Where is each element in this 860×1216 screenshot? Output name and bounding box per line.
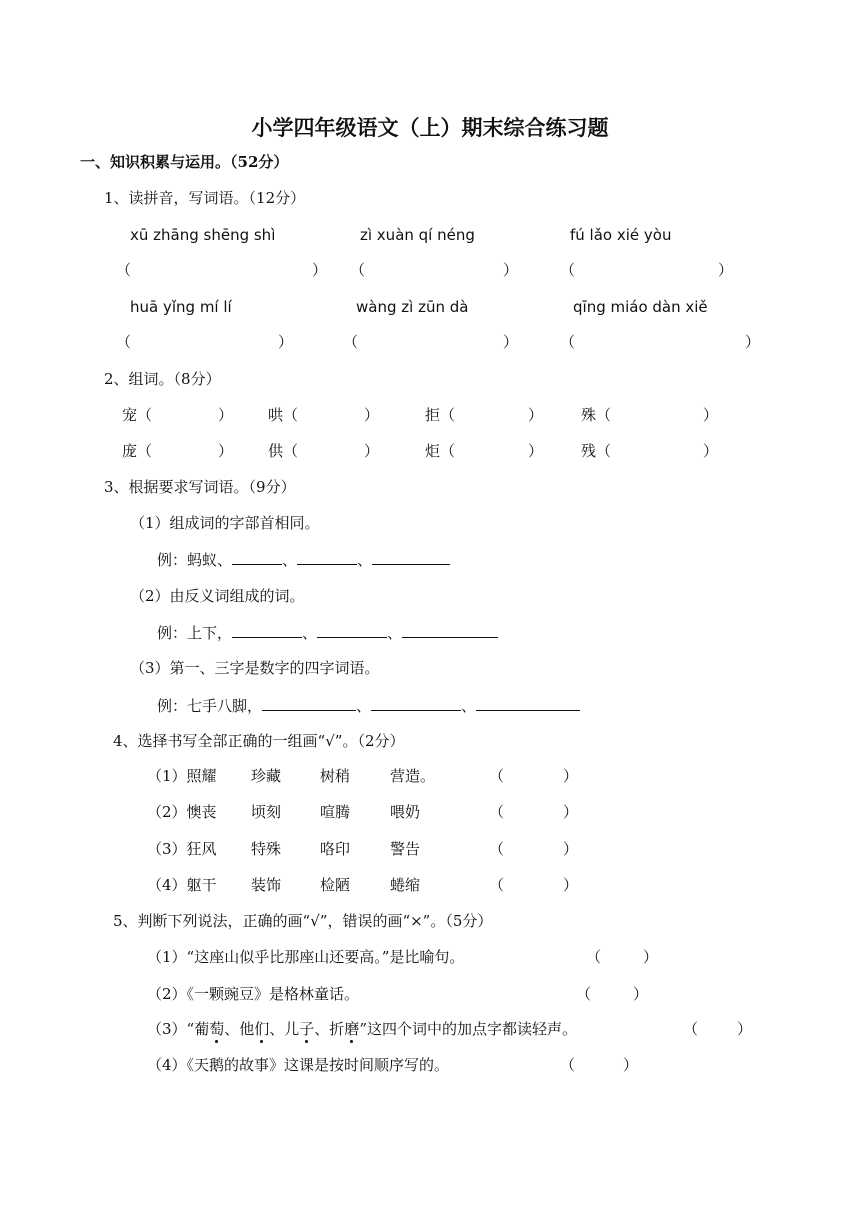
answer-blank[interactable] — [402, 625, 498, 638]
q5-statement-4: （4）《天鹅的故事》这课是按时间顺序写的。 — [147, 1056, 450, 1074]
char-close: ） — [528, 406, 544, 424]
statement-text: ”这四个词中的加点字都读轻声。 — [359, 1020, 577, 1038]
answer-paren-open: （ — [489, 767, 505, 785]
q4-word: 蜷缩 — [390, 876, 421, 894]
answer-blank[interactable] — [371, 698, 461, 711]
separator: 、 — [387, 624, 403, 642]
q3-example2 — [157, 625, 498, 641]
statement-text: 、折 — [314, 1020, 345, 1038]
answer-blank[interactable] — [297, 552, 357, 565]
answer-paren-open: （ — [683, 1020, 699, 1038]
q3-part2: （2）由反义词组成的词。 — [130, 587, 305, 605]
char-item: 宠（ — [122, 406, 153, 424]
q5-statement-1: （1）“这座山似乎比那座山还要高。”是比喻句。 — [147, 948, 465, 966]
char-close: ） — [364, 442, 380, 460]
q2-heading: 2、组词。（8分） — [104, 370, 221, 388]
answer-paren-close: ） — [623, 1056, 639, 1074]
char-close: ） — [703, 442, 719, 460]
char-item: 供（ — [268, 442, 299, 460]
answer-paren-open: （ — [560, 1056, 576, 1074]
example-text: 例：上下， — [157, 624, 233, 642]
char-close: ） — [528, 442, 544, 460]
q4-word: 装饰 — [251, 876, 282, 894]
q4-word: 特殊 — [251, 840, 282, 858]
answer-blank[interactable] — [232, 625, 302, 638]
answer-blank[interactable] — [317, 625, 387, 638]
answer-paren-open: （ — [576, 985, 592, 1003]
pinyin-1: xū zhāng shēng shì — [130, 226, 276, 244]
answer-paren-close: ） — [563, 767, 579, 785]
answer-paren-open: （ — [489, 876, 505, 894]
answer-blank[interactable] — [476, 698, 580, 711]
q4-option-4: （4）躯干 — [147, 876, 217, 894]
example-text: 例：蚂蚁、 — [157, 551, 233, 569]
q4-word: 树稍 — [320, 767, 351, 785]
answer-paren-open: （ — [116, 261, 132, 279]
dotted-char: 磨 — [344, 1020, 360, 1038]
answer-paren-close: ） — [503, 333, 519, 351]
answer-paren-close: ） — [633, 985, 649, 1003]
answer-paren-close: ） — [643, 948, 659, 966]
pinyin-6: qīng miáo dàn xiě — [573, 298, 708, 316]
statement-text: 、儿 — [269, 1020, 300, 1038]
separator: 、 — [302, 624, 318, 642]
section-1-heading: 一、知识积累与运用。（52分） — [80, 153, 289, 171]
separator: 、 — [282, 551, 298, 569]
q4-word: 顷刻 — [251, 803, 282, 821]
example-text: 例：七手八脚， — [157, 697, 263, 715]
answer-blank[interactable] — [232, 552, 282, 565]
statement-text: 、他 — [224, 1020, 255, 1038]
q5-heading: 5、判断下列说法，正确的画“√”，错误的画“×”。（5分） — [113, 912, 493, 930]
q4-heading: 4、选择书写全部正确的一组画“√”。（2分） — [113, 732, 405, 750]
q3-part3: （3）第一、三字是数字的四字词语。 — [130, 659, 380, 677]
q4-word: 检陋 — [320, 876, 351, 894]
answer-paren-open: （ — [560, 333, 576, 351]
separator: 、 — [356, 697, 372, 715]
q4-word: 营造。 — [390, 767, 436, 785]
dotted-char: 萄 — [209, 1020, 225, 1038]
answer-paren-open: （ — [489, 803, 505, 821]
q4-word: 珍藏 — [251, 767, 282, 785]
answer-paren-close: ） — [718, 261, 734, 279]
pinyin-4: huā yǐng mí lí — [130, 298, 232, 316]
q4-word: 喂奶 — [390, 803, 421, 821]
pinyin-2: zì xuàn qí néng — [360, 226, 475, 244]
answer-paren-open: （ — [586, 948, 602, 966]
pinyin-5: wàng zì zūn dà — [356, 298, 469, 316]
answer-paren-open: （ — [116, 333, 132, 351]
q4-word: 警告 — [390, 840, 421, 858]
dotted-char: 们 — [254, 1020, 270, 1038]
q4-word: 咯印 — [320, 840, 351, 858]
q3-example3 — [157, 698, 580, 714]
answer-paren-open: （ — [489, 840, 505, 858]
q5-statement-3 — [147, 1022, 577, 1037]
q3-example1 — [157, 552, 450, 568]
answer-paren-close: ） — [563, 840, 579, 858]
char-close: ） — [364, 406, 380, 424]
answer-blank[interactable] — [262, 698, 356, 711]
q4-option-3: （3）狂风 — [147, 840, 217, 858]
q5-statement-2: （2）《一颗豌豆》是格林童话。 — [147, 985, 360, 1003]
answer-paren-open: （ — [560, 261, 576, 279]
answer-paren-open: （ — [350, 261, 366, 279]
answer-paren-close: ） — [745, 333, 761, 351]
char-item: 殊（ — [581, 406, 612, 424]
char-item: 炬（ — [425, 442, 456, 460]
separator: 、 — [461, 697, 477, 715]
q3-part1: （1）组成词的字部首相同。 — [130, 514, 320, 532]
statement-text: （3）“葡 — [147, 1020, 210, 1038]
answer-paren-close: ） — [737, 1020, 753, 1038]
separator: 、 — [357, 551, 373, 569]
q4-word: 喧腾 — [320, 803, 351, 821]
answer-paren-open: （ — [343, 333, 359, 351]
answer-paren-close: ） — [503, 261, 519, 279]
page-title: 小学四年级语文（上）期末综合练习题 — [251, 115, 609, 140]
char-item: 庞（ — [122, 442, 153, 460]
char-close: ） — [703, 406, 719, 424]
pinyin-3: fú lǎo xié yòu — [570, 226, 672, 244]
answer-paren-close: ） — [563, 803, 579, 821]
char-item: 拒（ — [425, 406, 456, 424]
answer-blank[interactable] — [372, 552, 450, 565]
q4-option-2: （2）懊丧 — [147, 803, 217, 821]
answer-paren-close: ） — [563, 876, 579, 894]
char-close: ） — [218, 442, 234, 460]
answer-paren-close: ） — [278, 333, 294, 351]
answer-paren-close: ） — [312, 261, 328, 279]
char-item: 哄（ — [268, 406, 299, 424]
char-close: ） — [218, 406, 234, 424]
q3-heading: 3、根据要求写词语。（9分） — [104, 478, 296, 496]
q1-heading: 1、读拼音，写词语。（12分） — [104, 189, 306, 207]
char-item: 残（ — [581, 442, 612, 460]
q4-option-1: （1）照耀 — [147, 767, 217, 785]
dotted-char: 子 — [299, 1020, 315, 1038]
